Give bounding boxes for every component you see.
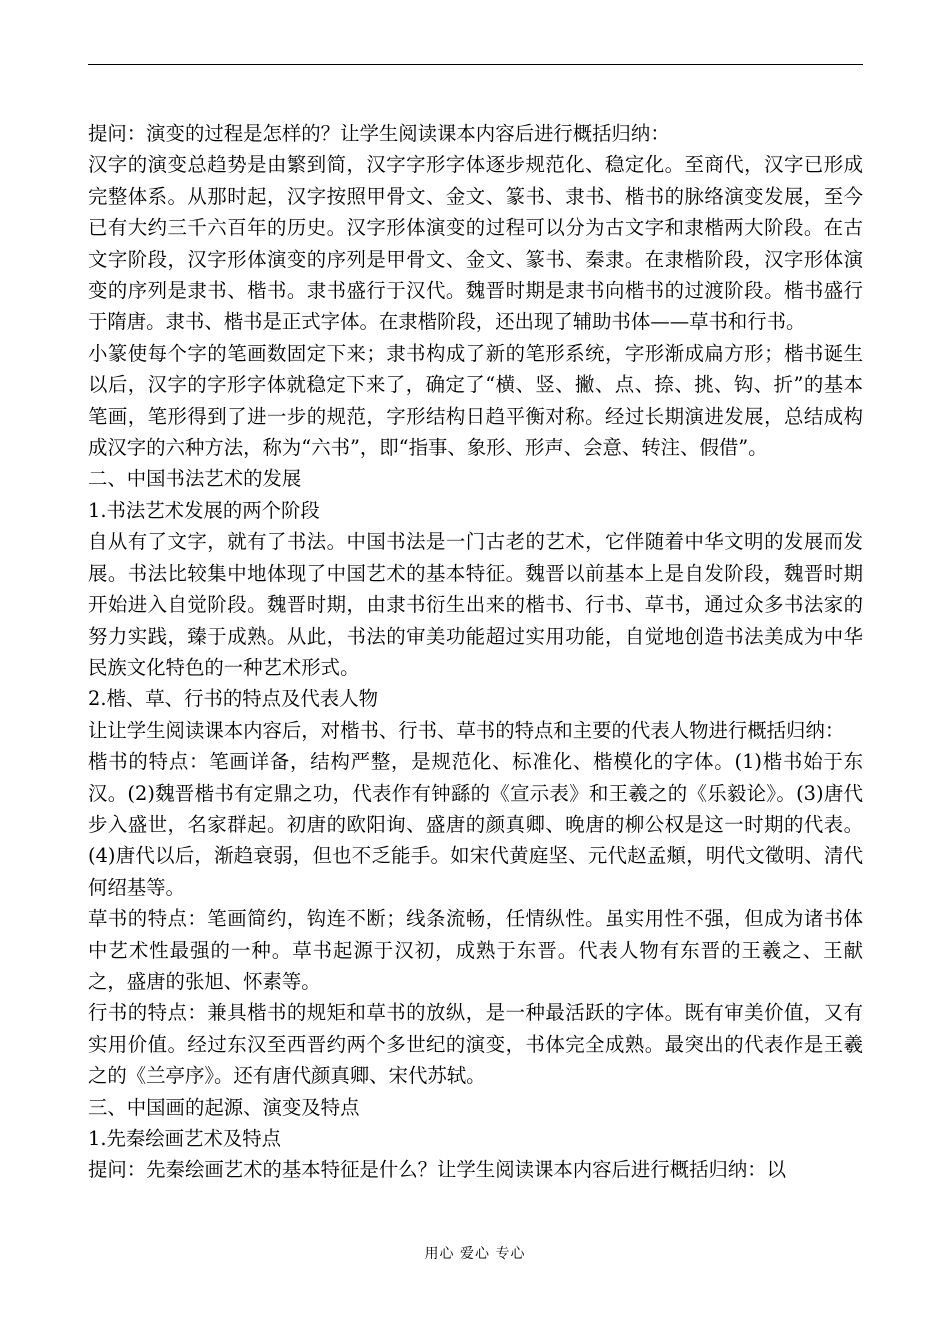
header-rule — [88, 64, 863, 65]
paragraph-regular-script: 楷书的特点：笔画详备，结构严整，是规范化、标准化、楷模化的字体。(1)楷书始于东汉。(2)魏晋楷书有定鼎之功，代表作有钟繇的《宣示表》和王羲之的《乐毅论》。(3)唐代步入盛世，名家群起。初唐的欧阳询、盛唐的颜真卿、晚唐的柳公权是这一时期的代表。(4)唐代以后，渐趋衰弱，但也不乏能手。如宋代黄庭坚、元代赵孟頫，明代文徵明、清代何绍基等。 — [88, 750, 863, 899]
paragraph-two-stages: 自从有了文字，就有了书法。中国书法是一门古老的艺术，它伴随着中华文明的发展而发展。书法比较集中地体现了中国艺术的基本特征。魏晋以前基本上是自发阶段，魏晋时期开始进入自觉阶段。魏晋时期，由隶书衍生出来的楷书、行书、草书，通过众多书法家的努力实践，臻于成熟。从此，书法的审美功能超过实用功能，自觉地创造书法美成为中华民族文化特色的一种艺术形式。 — [88, 530, 863, 679]
paragraph-reading-instruction: 让让学生阅读课本内容后，对楷书、行书、草书的特点和主要的代表人物进行概括归纳： — [88, 718, 845, 742]
paragraph-question-pre-qin: 提问：先秦绘画艺术的基本特征是什么？让学生阅读课本内容后进行概括归纳：以 — [88, 1158, 787, 1182]
subheading-pre-qin-painting: 1.先秦绘画艺术及特点 — [88, 1127, 282, 1150]
paragraph-cursive-script: 草书的特点：笔画简约，钩连不断；线条流畅，任情纵性。虽实用性不强，但成为诸书体中艺术性最强的一种。草书起源于汉初，成熟于东晋。代表人物有东晋的王羲之、王献之，盛唐的张旭、怀素等。 — [88, 907, 863, 993]
paragraph-question-evolution: 提问：演变的过程是怎样的？让学生阅读课本内容后进行概括归纳： — [88, 122, 670, 145]
subheading-script-features: 2.楷、草、行书的特点及代表人物 — [88, 687, 378, 711]
paragraph-strokes-six-principles: 小篆使每个字的笔画数固定下来；隶书构成了新的笔形系统，字形渐成扁方形；楷书诞生以后，汉字的字形字体就稳定下来了，确定了“横、竖、撇、点、捺、挑、钩、折”的基本笔画，笔形得到了进一步的规范，字形结构日趋平衡对称。经过长期演进发展，总结成构成汉字的六种方法，称为“六书”，即“指事、象形、形声、会意、转注、假借”。 — [88, 341, 863, 460]
document-body — [88, 118, 863, 1186]
subheading-two-stages: 1.书法艺术发展的两个阶段 — [88, 498, 320, 522]
paragraph-evolution-trend: 汉字的演变总趋势是由繁到简，汉字字形字体逐步规范化、稳定化。至商代，汉字已形成完整体系。从那时起，汉字按照甲骨文、金文、篆书、隶书、楷书的脉络演变发展，至今已有大约三千六百年的历史。汉字形体演变的过程可以分为古文字和隶楷两大阶段。在古文字阶段，汉字形体演变的序列是甲骨文、金文、篆书、秦隶。在隶楷阶段，汉字形体演变的序列是隶书、楷书。隶书盛行于汉代。魏晋时期是隶书向楷书的过渡阶段。楷书盛行于隋唐。隶书、楷书是正式字体。在隶楷阶段，还出现了辅助书体——草书和行书。 — [88, 153, 863, 334]
paragraph-running-script: 行书的特点：兼具楷书的规矩和草书的放纵，是一种最活跃的字体。既有审美价值，又有实用价值。经过东汉至西晋约两个多世纪的演变，书体完全成熟。最突出的代表作是王羲之的《兰亭序》。还有唐代颜真卿、宋代苏轼。 — [88, 1001, 863, 1088]
section-heading-calligraphy: 二、中国书法艺术的发展 — [88, 467, 302, 491]
section-heading-painting: 三、中国画的起源、演变及特点 — [88, 1095, 360, 1119]
page-footer: 用心 爱心 专心 — [424, 1246, 526, 1262]
